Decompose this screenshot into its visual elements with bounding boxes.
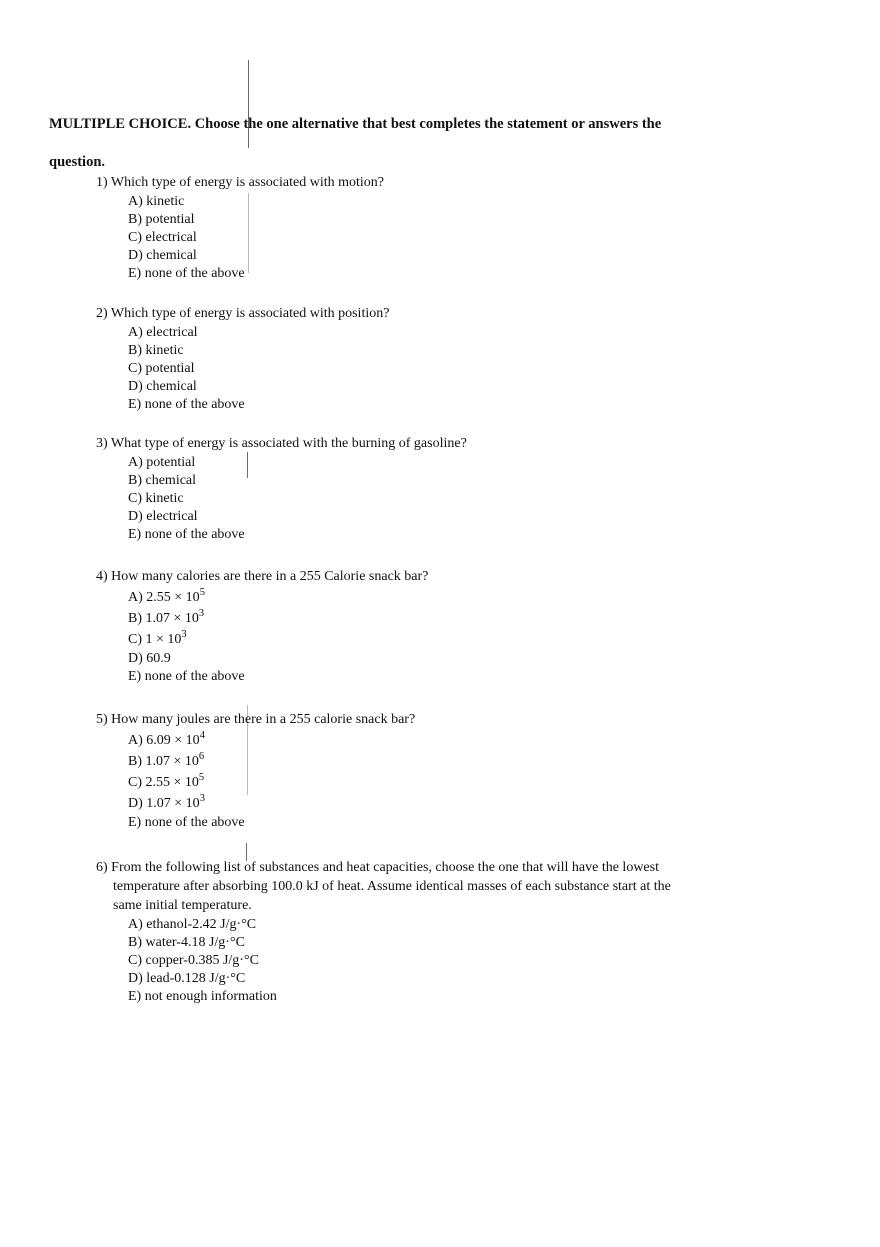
exponent: 5 [198,772,205,783]
question-4 [96,567,736,686]
option-c[interactable]: C) potential [128,361,195,376]
option-d[interactable]: D) chemical [128,248,197,263]
option-a[interactable]: A) potential [128,455,196,470]
option-d[interactable]: D) chemical [128,379,197,394]
question-stem [96,567,736,586]
question-text-line-2: temperature after absorbing 100.0 kJ of heat. Assume identical masses of each substance start at the [113,879,671,894]
option-e[interactable]: E) none of the above [128,527,245,542]
option-d[interactable]: D) $1.07 \times 10^3$ [128,793,205,811]
option-list [128,916,736,1006]
question-6 [96,858,736,1006]
question-stem [96,710,736,729]
option-e[interactable]: E) none of the above [128,266,245,281]
question-number: 4) [96,569,108,584]
question-text: What type of energy is associated with the burning of gasoline? [110,436,467,451]
option-e[interactable]: E) not enough information [128,989,277,1004]
option-b[interactable]: B) chemical [128,473,197,488]
option-b[interactable]: B) $1.07 \times 10^6$ [128,751,205,769]
question-number: 3) [96,436,108,451]
exponent: 3 [181,629,187,640]
question-number: 5) [96,712,108,727]
question-number: 6) [96,860,108,875]
option-a[interactable]: A) $6.09 \times 10^4$ [128,730,205,748]
question-1 [96,173,736,283]
instructions-line-2: question. [49,154,106,170]
instructions-line-1: MULTIPLE CHOICE. Choose the one alternative that best completes the statement or answers the [49,116,662,132]
instructions-header [49,105,749,181]
option-c[interactable]: C) $1 \times 10^3$ [128,629,187,647]
option-list [128,324,736,414]
option-b[interactable]: B) potential [128,212,195,227]
exponent: 3 [199,793,205,804]
question-text: How many calories are there in a 255 Calorie snack bar? [111,569,429,584]
question-stem [96,858,736,915]
question-text: Which type of energy is associated with position? [110,306,390,321]
question-stem [96,434,736,453]
option-list [128,193,736,283]
question-stem [96,173,736,192]
question-3 [96,434,736,544]
option-e[interactable]: E) none of the above [128,669,245,684]
option-d[interactable]: D) 60.9 [128,651,171,666]
question-text-line-1: From the following list of substances and heat capacities, choose the one that will have the lowest [111,860,659,875]
exponent: 4 [199,730,205,741]
option-b[interactable]: B) $1.07 \times 10^3$ [128,608,205,626]
option-list [128,730,736,832]
question-5 [96,710,736,832]
question-text: Which type of energy is associated with motion? [110,175,384,190]
option-b[interactable]: B) kinetic [128,343,184,358]
question-text: How many joules are there in a 255 calorie snack bar? [111,712,416,727]
exponent: 5 [199,587,205,598]
option-list [128,454,736,544]
option-a[interactable]: A) ethanol-2.42 J/g·°C [128,917,257,932]
option-c[interactable]: C) copper-0.385 J/g·°C [128,953,259,968]
option-c[interactable]: C) $2.55 \times 10^5$ [128,772,205,790]
exponent: 6 [198,751,205,762]
option-list [128,587,736,686]
option-a[interactable]: A) electrical [128,325,198,340]
option-c[interactable]: C) electrical [128,230,197,245]
question-number: 1) [96,175,108,190]
question-text-line-3: same initial temperature. [113,898,252,913]
option-d[interactable]: D) electrical [128,509,198,524]
option-e[interactable]: E) none of the above [128,397,245,412]
question-stem [96,304,736,323]
option-a[interactable]: A) $2.55 \times 10^5$ [128,587,205,605]
option-e[interactable]: E) none of the above [128,815,245,830]
option-a[interactable]: A) kinetic [128,194,185,209]
option-b[interactable]: B) water-4.18 J/g·°C [128,935,245,950]
question-number: 2) [96,306,108,321]
option-d[interactable]: D) lead-0.128 J/g·°C [128,971,246,986]
exponent: 3 [198,608,205,619]
option-c[interactable]: C) kinetic [128,491,184,506]
question-2 [96,304,736,414]
